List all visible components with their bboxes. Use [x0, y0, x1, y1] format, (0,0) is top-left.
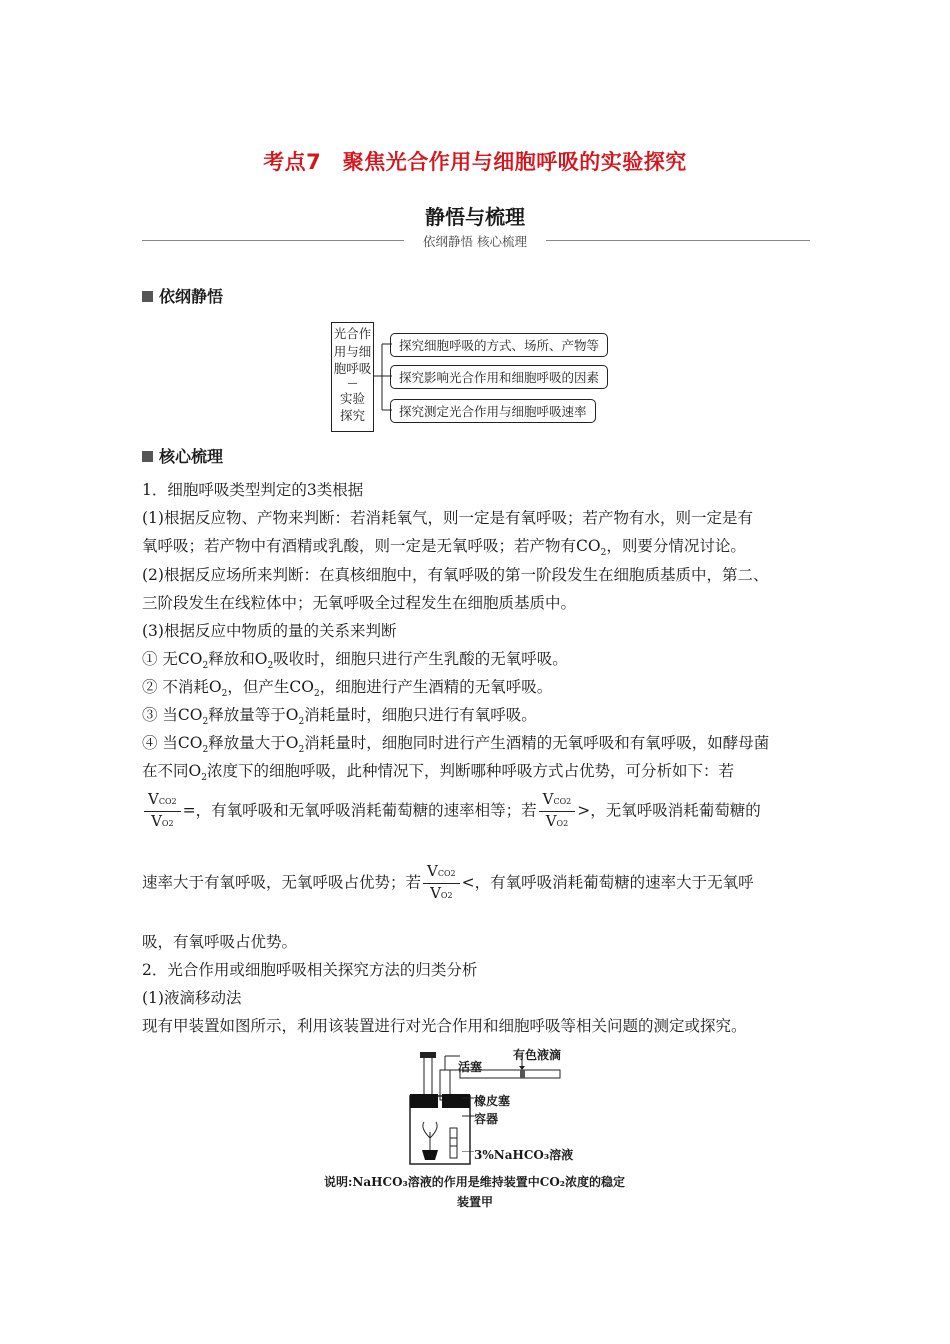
ratio-fraction: $\frac{\text{VCO2}}{VO2}$ — [144, 790, 181, 833]
label-solution: 3%NaHCO₃溶液 — [474, 1148, 574, 1162]
text-line: ② 不消耗$O_2$，但产生$CO_2$，细胞进行产生酒精的无氧呼吸。 — [142, 678, 553, 700]
divider-caption: 依纲静悟 核心梳理 — [423, 234, 527, 249]
figure-note: 说明:NaHCO₃溶液的作用是维持装置中CO₂浓度的稳定 — [324, 1175, 626, 1189]
label-piston: 活塞 — [458, 1060, 483, 1074]
text-line: 在不同$O_2$浓度下的细胞呼吸，此种情况下，判断哪种呼吸方式占优势，可分析如下：若 — [142, 762, 734, 784]
ratio-fraction: $\frac{\text{VCO2}}{VO2}$ — [423, 862, 460, 905]
text-line-fraction: 速率大于有氧呼吸，无氧呼吸占优势；若 $\frac{\text{VCO2}}{VO2}$ <，有氧呼吸消耗葡萄糖的速率大于无氧呼 — [142, 862, 754, 905]
section-hexin: 核心梳理 — [142, 444, 223, 467]
text-line: ① 无$CO_2$释放和$O_2$吸收时，细胞只进行产生乳酸的无氧呼吸。 — [142, 650, 568, 672]
text-line: (3)根据反应中物质的量的关系来判断 — [142, 622, 397, 640]
square-bullet-icon — [142, 291, 153, 302]
text-line: ③ 当$CO_2$释放量等于$O_2$消耗量时，细胞只进行有氧呼吸。 — [142, 706, 537, 728]
text-line: (2)根据反应场所来判断：在真核细胞中，有氧呼吸的第一阶段发生在细胞质基质中，第二、 — [142, 566, 769, 584]
page-title: 考点7 聚焦光合作用与细胞呼吸的实验探究 — [263, 150, 687, 174]
label-stopper: 橡皮塞 — [474, 1094, 511, 1108]
section-heading: 静悟与梳理 — [425, 205, 525, 229]
text-line: 氧呼吸；若产物中有酒精或乳酸，则一定是无氧呼吸；若产物有$CO_2$，则要分情况讨论。 — [142, 537, 746, 559]
text-line: ④ 当$CO_2$释放量大于$O_2$消耗量时，细胞同时进行产生酒精的无氧呼吸和有氧呼吸，如酵母菌 — [142, 734, 770, 756]
figure-caption: 装置甲 — [456, 1195, 493, 1209]
text-line: 1．细胞呼吸类型判定的3类根据 — [142, 481, 364, 499]
text-line: 吸，有氧呼吸占优势。 — [142, 933, 298, 951]
square-bullet-icon — [142, 451, 153, 462]
diagram-root: 光合作 用与细 胞呼吸 — 实验 探究 — [331, 322, 374, 432]
text-line: (1)根据反应物、产物来判断：若消耗氧气，则一定是有氧呼吸；若产物有水，则一定是有 — [142, 509, 753, 527]
label-container: 容器 — [474, 1112, 499, 1126]
text-line: 三阶段发生在线粒体中；无氧呼吸全过程发生在细胞质基质中。 — [142, 594, 577, 612]
label-droplet: 有色液滴 — [513, 1048, 562, 1062]
label-pointers — [462, 1088, 476, 1152]
diagram-item: 探究影响光合作用和细胞呼吸的因素 — [390, 365, 608, 389]
ratio-fraction: $\frac{\text{VCO2}}{VO2}$ — [539, 790, 576, 833]
text-line: 2．光合作用或细胞呼吸相关探究方法的归类分析 — [142, 961, 478, 979]
text-line: 现有甲装置如图所示，利用该装置进行对光合作用和细胞呼吸等相关问题的测定或探究。 — [142, 1017, 747, 1035]
text-line: (1)液滴移动法 — [142, 989, 242, 1007]
diagram-item: 探究测定光合作用与细胞呼吸速率 — [390, 399, 596, 423]
diagram-item: 探究细胞呼吸的方式、场所、产物等 — [390, 333, 608, 357]
section-yigang: 依纲静悟 — [142, 284, 223, 307]
text-line-fraction: $\frac{\text{VCO2}}{VO2}$ =，有氧呼吸和无氧呼吸消耗葡萄糖的速率相等；若 $\frac{\text{VCO2}}{VO2}$ >，无氧呼吸消耗葡萄糖的 — [142, 790, 761, 833]
